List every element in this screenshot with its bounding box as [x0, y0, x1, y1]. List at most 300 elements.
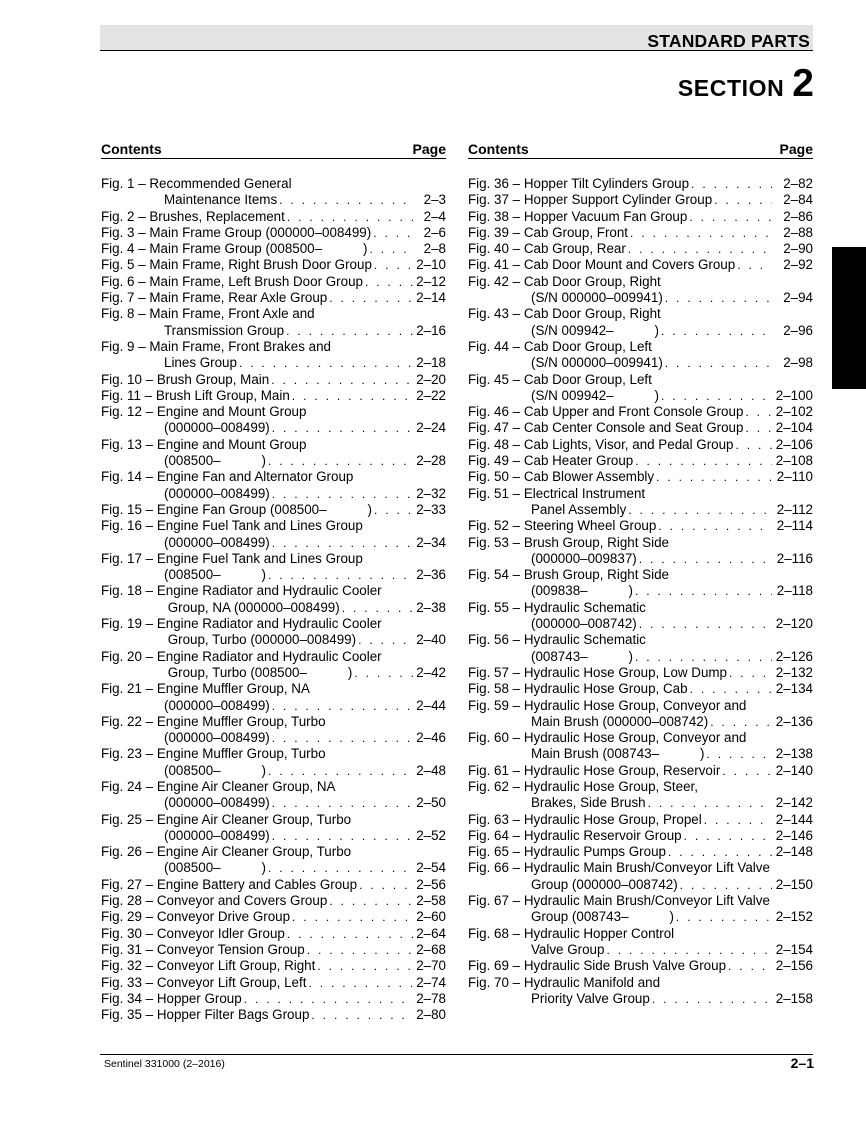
- dot-leader: [628, 241, 772, 257]
- toc-entry: [468, 192, 813, 208]
- toc-entry: [468, 681, 813, 697]
- dot-leader: [272, 420, 414, 436]
- toc-list: [468, 176, 813, 1007]
- toc-entry: [101, 469, 446, 502]
- dot-leader: [342, 600, 414, 616]
- toc-entry-title: Fig. 69 – Hydraulic Side Brush Valve Group: [468, 958, 727, 974]
- toc-column-right: [468, 141, 813, 1007]
- dot-leader: [292, 909, 414, 925]
- toc-entry-page: 2–18: [416, 355, 446, 371]
- toc-entry-line: [101, 518, 446, 534]
- toc-entry-line: [101, 909, 446, 925]
- toc-entry-title: Fig. 18 – Engine Radiator and Hydraulic Cooler: [101, 583, 382, 599]
- toc-entry: [468, 339, 813, 372]
- dot-leader: [630, 225, 772, 241]
- toc-entry-line: [468, 681, 813, 697]
- toc-entry-line: [101, 257, 446, 273]
- toc-entry-line: [101, 877, 446, 893]
- toc-entry-line: [101, 388, 446, 404]
- toc-entry-title: Priority Valve Group: [531, 990, 650, 1006]
- toc-entry-title: Fig. 25 – Engine Air Cleaner Group, Turbo: [101, 811, 352, 827]
- dot-leader: [358, 632, 414, 648]
- toc-entry-line: [101, 583, 446, 599]
- dot-leader: [652, 991, 772, 1007]
- toc-entry: [101, 1007, 446, 1023]
- toc-entry: [468, 567, 813, 600]
- toc-entry: [101, 746, 446, 779]
- dot-leader: [307, 942, 414, 958]
- dot-leader: [656, 469, 772, 485]
- toc-entry-title: Fig. 65 – Hydraulic Pumps Group: [468, 844, 666, 860]
- toc-entry: [101, 583, 446, 616]
- toc-entry-line: [468, 225, 813, 241]
- toc-entry-line: [101, 176, 446, 192]
- dot-leader: [272, 486, 414, 502]
- toc-entry-title: (000000–008499): [164, 534, 270, 550]
- toc-entry: [468, 257, 813, 273]
- toc-entry-line: [468, 469, 813, 485]
- toc-entry-title: Fig. 19 – Engine Radiator and Hydraulic Cooler: [101, 616, 382, 632]
- toc-entry: [101, 681, 446, 714]
- toc-entry: [468, 844, 813, 860]
- toc-entry-line: [101, 339, 446, 355]
- toc-entry-page: 2–60: [416, 909, 446, 925]
- toc-entry-title: Fig. 46 – Cab Upper and Front Console Group: [468, 404, 744, 420]
- dot-leader: [737, 257, 772, 273]
- toc-entry: [468, 812, 813, 828]
- toc-entry-line: [101, 844, 446, 860]
- toc-entry: [468, 176, 813, 192]
- toc-entry-line: [468, 649, 813, 665]
- toc-entry-title: Fig. 21 – Engine Muffler Group, NA: [101, 681, 310, 697]
- toc-entry-page: 2–148: [775, 844, 813, 860]
- toc-entry-page: 2–6: [423, 224, 446, 240]
- toc-entry: [101, 388, 446, 404]
- toc-entry-page: 2–146: [775, 827, 813, 843]
- toc-entry: [101, 893, 446, 909]
- toc-entry-page: 2–16: [416, 322, 446, 338]
- toc-entry-title: (008500– ): [164, 860, 266, 876]
- toc-entry-title: Fig. 14 – Engine Fan and Alternator Group: [101, 469, 354, 485]
- toc-entry-title: (S/N 009942– ): [531, 387, 660, 403]
- toc-entry-line: [468, 583, 813, 599]
- toc-entry-line: [468, 714, 813, 730]
- toc-entry-page: 2–33: [416, 501, 446, 517]
- toc-entry-title: Fig. 26 – Engine Air Cleaner Group, Turbo: [101, 844, 352, 860]
- toc-entry: [468, 209, 813, 225]
- toc-entry-page: 2–132: [775, 664, 813, 680]
- toc-entry-title: (000000–009837): [531, 550, 637, 566]
- toc-entry-line: [101, 681, 446, 697]
- toc-entry-title: Fig. 55 – Hydraulic Schematic: [468, 599, 646, 615]
- toc-entry-page: 2–98: [783, 355, 813, 371]
- dot-leader: [665, 355, 772, 371]
- toc-entry-page: 2–40: [416, 632, 446, 648]
- toc-entry-title: Fig. 45 – Cab Door Group, Left: [468, 371, 652, 387]
- toc-entry-line: [468, 763, 813, 779]
- toc-entry-line: [101, 779, 446, 795]
- toc-entry-line: [101, 192, 446, 208]
- toc-entry-title: (000000–008499): [164, 485, 270, 501]
- toc-entry-line: [468, 257, 813, 273]
- dot-leader: [272, 730, 414, 746]
- toc-entry: [101, 844, 446, 877]
- toc-entry-title: Fig. 44 – Cab Door Group, Left: [468, 338, 652, 354]
- toc-entry-page: 2–114: [776, 518, 813, 534]
- toc-entry: [468, 306, 813, 339]
- toc-entry: [468, 518, 813, 534]
- toc-entry: [468, 763, 813, 779]
- toc-entry-page: 2–42: [416, 664, 446, 680]
- toc-entry-title: Fig. 70 – Hydraulic Manifold and: [468, 974, 661, 990]
- toc-entry-title: Fig. 50 – Cab Blower Assembly: [468, 469, 655, 485]
- toc-entry-line: [101, 860, 446, 876]
- toc-entry-page: 2–14: [416, 290, 446, 306]
- toc-entry-line: [468, 192, 813, 208]
- toc-entry: [101, 404, 446, 437]
- toc-entry-line: [468, 502, 813, 518]
- toc-entry-line: [101, 926, 446, 942]
- toc-entry-line: [101, 991, 446, 1007]
- dot-leader: [369, 241, 414, 257]
- toc-entry: [468, 698, 813, 731]
- toc-entry-line: [468, 665, 813, 681]
- dot-leader: [736, 437, 773, 453]
- toc-entry-page: 2–92: [783, 257, 813, 273]
- toc-entry-page: 2–78: [416, 990, 446, 1006]
- toc-entry-line: [101, 567, 446, 583]
- dot-leader: [287, 926, 414, 942]
- toc-entry-page: 2–80: [416, 1007, 446, 1023]
- dot-leader: [373, 225, 414, 241]
- toc-entry-title: Main Brush (008743– ): [531, 746, 705, 762]
- toc-entry-title: Valve Group: [531, 941, 605, 957]
- toc-entry-line: [101, 600, 446, 616]
- toc-entry: [101, 991, 446, 1007]
- toc-entry-title: Fig. 49 – Cab Heater Group: [468, 453, 634, 469]
- toc-entry-title: Fig. 41 – Cab Door Mount and Covers Group: [468, 257, 736, 273]
- toc-entry-line: [468, 746, 813, 762]
- toc-entry: [101, 649, 446, 682]
- dot-leader: [365, 274, 414, 290]
- toc-entry-title: Fig. 57 – Hydraulic Hose Group, Low Dump: [468, 664, 727, 680]
- toc-entry-title: Fig. 67 – Hydraulic Main Brush/Conveyor Lift Valve: [468, 893, 770, 909]
- toc-entry-title: Fig. 43 – Cab Door Group, Right: [468, 306, 661, 322]
- toc-entry-page: 2–4: [423, 208, 446, 224]
- toc-entry: [101, 209, 446, 225]
- dot-leader: [272, 795, 414, 811]
- toc-entry-title: Fig. 58 – Hydraulic Hose Group, Cab: [468, 681, 688, 697]
- toc-entry-page: 2–8: [423, 241, 446, 257]
- dot-leader: [661, 323, 772, 339]
- toc-entry-page: 2–36: [416, 567, 446, 583]
- toc-entry-title: (000000–008499): [164, 827, 270, 843]
- toc-entry-line: [468, 518, 813, 534]
- toc-entry-line: [101, 502, 446, 518]
- toc-entry: [468, 453, 813, 469]
- dot-leader: [684, 828, 772, 844]
- toc-entry: [101, 257, 446, 273]
- toc-entry-title: Panel Assembly: [531, 501, 627, 517]
- toc-entry: [468, 420, 813, 436]
- toc-entry-line: [101, 225, 446, 241]
- toc-entry-page: 2–48: [416, 762, 446, 778]
- toc-entry-page: 2–154: [775, 941, 813, 957]
- toc-entry-title: Fig. 10 – Brush Group, Main: [101, 371, 270, 387]
- toc-entry-title: (008743– ): [531, 648, 633, 664]
- toc-entry-page: 2–136: [775, 713, 813, 729]
- toc-entry-title: Fig. 20 – Engine Radiator and Hydraulic Cooler: [101, 648, 382, 664]
- section-label: SECTION: [677, 75, 785, 101]
- toc-entry-page: 2–104: [775, 420, 813, 436]
- dot-leader: [374, 257, 414, 273]
- toc-entry-line: [101, 469, 446, 485]
- toc-entry: [468, 730, 813, 763]
- toc-entry-title: Fig. 24 – Engine Air Cleaner Group, NA: [101, 778, 336, 794]
- toc-entry-line: [101, 763, 446, 779]
- toc-entry-line: [101, 404, 446, 420]
- toc-entry-title: Group (000000–008742): [531, 876, 678, 892]
- toc-entry: [468, 975, 813, 1008]
- contents-heading: Contents: [468, 141, 529, 157]
- toc-entry-line: [468, 372, 813, 388]
- toc-entry-title: Fig. 62 – Hydraulic Hose Group, Steer,: [468, 778, 698, 794]
- toc-entry: [468, 926, 813, 959]
- dot-leader: [639, 616, 772, 632]
- toc-entry-line: [468, 698, 813, 714]
- toc-entry-line: [468, 795, 813, 811]
- toc-entry-title: Fig. 51 – Electrical Instrument: [468, 485, 646, 501]
- dot-leader: [680, 877, 772, 893]
- dot-leader: [648, 795, 772, 811]
- toc-entry-title: Fig. 38 – Hopper Vacuum Fan Group: [468, 208, 688, 224]
- dot-leader: [268, 453, 414, 469]
- toc-entry-line: [101, 893, 446, 909]
- toc-entry-title: (000000–008499): [164, 795, 270, 811]
- dot-leader: [658, 518, 772, 534]
- toc-entry-line: [468, 388, 813, 404]
- toc-entry-line: [468, 274, 813, 290]
- toc-entry-line: [101, 372, 446, 388]
- toc-entry-title: Fig. 5 – Main Frame, Right Brush Door Group: [101, 257, 372, 273]
- toc-entry-title: Maintenance Items: [164, 192, 278, 208]
- toc-entry: [468, 225, 813, 241]
- dot-leader: [635, 453, 772, 469]
- toc-entry-page: 2–144: [775, 811, 813, 827]
- toc-entry-line: [101, 665, 446, 681]
- toc-entry-line: [101, 306, 446, 322]
- toc-entry-title: Fig. 2 – Brushes, Replacement: [101, 208, 285, 224]
- toc-entry-page: 2–52: [416, 827, 446, 843]
- toc-entry-page: 2–116: [776, 550, 813, 566]
- toc-entry-page: 2–54: [416, 860, 446, 876]
- dot-leader: [354, 665, 414, 681]
- dot-leader: [606, 942, 772, 958]
- dot-leader: [665, 290, 772, 306]
- page-heading: Page: [779, 141, 813, 157]
- toc-entry: [101, 616, 446, 649]
- toc-entry-line: [101, 290, 446, 306]
- dot-leader: [292, 388, 414, 404]
- dot-leader: [689, 209, 772, 225]
- toc-entry-page: 2–126: [775, 648, 813, 664]
- toc-entry-title: Fig. 8 – Main Frame, Front Axle and: [101, 306, 315, 322]
- toc-entry-page: 2–28: [416, 453, 446, 469]
- toc-entry-line: [468, 616, 813, 632]
- dot-leader: [329, 290, 414, 306]
- toc-entry-title: Fig. 64 – Hydraulic Reservoir Group: [468, 827, 682, 843]
- toc-entry-title: (000000–008499): [164, 697, 270, 713]
- dot-leader: [286, 323, 414, 339]
- toc-entry: [468, 828, 813, 844]
- toc-entry-line: [468, 991, 813, 1007]
- toc-entry-line: [468, 453, 813, 469]
- toc-entry-line: [101, 551, 446, 567]
- toc-entry-title: Fig. 15 – Engine Fan Group (008500– ): [101, 501, 372, 517]
- toc-entry-title: Fig. 32 – Conveyor Lift Group, Right: [101, 958, 316, 974]
- dot-leader: [745, 404, 772, 420]
- toc-entry-page: 2–120: [775, 616, 813, 632]
- toc-entry-page: 2–82: [783, 176, 813, 191]
- toc-entry-line: [101, 958, 446, 974]
- dot-leader: [374, 502, 414, 518]
- toc-entry-page: 2–106: [775, 436, 813, 452]
- toc-entry-title: Group, Turbo (008500– ): [164, 664, 353, 680]
- toc-entry-line: [101, 698, 446, 714]
- toc-entry-line: [101, 632, 446, 648]
- toc-entry-line: [468, 420, 813, 436]
- dot-leader: [729, 665, 772, 681]
- toc-entry-title: Fig. 23 – Engine Muffler Group, Turbo: [101, 746, 326, 762]
- toc-entry-title: Fig. 54 – Brush Group, Right Side: [468, 567, 669, 583]
- toc-entry-title: Fig. 35 – Hopper Filter Bags Group: [101, 1007, 310, 1023]
- toc-entry: [468, 469, 813, 485]
- dot-leader: [268, 763, 414, 779]
- toc-entry-title: Fig. 4 – Main Frame Group (008500– ): [101, 241, 368, 257]
- toc-entry-title: (S/N 000000–009941): [531, 290, 663, 306]
- dot-leader: [728, 958, 772, 974]
- toc-entry-title: Fig. 11 – Brush Lift Group, Main: [101, 387, 290, 403]
- toc-entry: [101, 502, 446, 518]
- toc-entry-line: [101, 453, 446, 469]
- dot-leader: [311, 1007, 414, 1023]
- toc-entry-title: Brakes, Side Brush: [531, 795, 646, 811]
- toc-entry-line: [468, 437, 813, 453]
- toc-entry-page: 2–20: [416, 371, 446, 387]
- toc-entry-page: 2–10: [416, 257, 446, 273]
- section-thumb-tab: [832, 247, 866, 389]
- toc-entry-page: 2–156: [775, 958, 813, 974]
- toc-entry-page: 2–142: [775, 795, 813, 811]
- toc-entry-title: Fig. 59 – Hydraulic Hose Group, Conveyor and: [468, 697, 747, 713]
- toc-entry: [101, 909, 446, 925]
- toc-entry-page: 2–138: [775, 746, 813, 762]
- toc-entry: [468, 958, 813, 974]
- dot-leader: [676, 909, 772, 925]
- toc-entry: [468, 241, 813, 257]
- toc-entry-page: 2–108: [775, 453, 813, 469]
- toc-entry: [468, 404, 813, 420]
- dot-leader: [704, 812, 772, 828]
- toc-entry-title: (S/N 000000–009941): [531, 355, 663, 371]
- toc-entry: [101, 958, 446, 974]
- toc-entry-title: Fig. 63 – Hydraulic Hose Group, Propel: [468, 811, 702, 827]
- toc-entry-page: 2–64: [416, 925, 446, 941]
- toc-entry-title: Group (008743– ): [531, 909, 674, 925]
- toc-entry-line: [101, 1007, 446, 1023]
- toc-entry-line: [101, 241, 446, 257]
- toc-entry-line: [468, 567, 813, 583]
- dot-leader: [308, 975, 414, 991]
- toc-entry-line: [101, 730, 446, 746]
- dot-leader: [287, 209, 414, 225]
- toc-entry-page: 2–94: [783, 290, 813, 306]
- toc-entry-line: [101, 746, 446, 762]
- toc-entry-page: 2–34: [416, 534, 446, 550]
- toc-entry-title: (000000–008499): [164, 730, 270, 746]
- toc-entry-page: 2–84: [783, 192, 813, 208]
- toc-entry-line: [468, 176, 813, 192]
- toc-entry-page: 2–88: [783, 224, 813, 240]
- toc-entry-title: Fig. 48 – Cab Lights, Visor, and Pedal Group: [468, 436, 734, 452]
- toc-entry-title: Fig. 6 – Main Frame, Left Brush Door Group: [101, 273, 363, 289]
- dot-leader: [329, 893, 414, 909]
- toc-entry-title: (009838– ): [531, 583, 633, 599]
- toc-entry-title: Fig. 22 – Engine Muffler Group, Turbo: [101, 713, 326, 729]
- toc-entry-title: Fig. 27 – Engine Battery and Cables Group: [101, 876, 358, 892]
- dot-leader: [710, 714, 772, 730]
- toc-entry-title: (000000–008499): [164, 420, 270, 436]
- toc-entry: [101, 714, 446, 747]
- toc-entry-line: [101, 714, 446, 730]
- toc-entry-page: 2–158: [775, 990, 813, 1006]
- toc-entry-title: Fig. 61 – Hydraulic Hose Group, Reservoir: [468, 762, 721, 778]
- dot-leader: [239, 355, 414, 371]
- toc-list: [101, 176, 446, 1023]
- toc-entry-line: [468, 909, 813, 925]
- toc-entry-page: 2–70: [416, 958, 446, 974]
- toc-entry: [101, 290, 446, 306]
- toc-entry-line: [101, 649, 446, 665]
- toc-entry-page: 2–74: [416, 974, 446, 990]
- toc-entry-title: Fig. 40 – Cab Group, Rear: [468, 241, 626, 257]
- toc-entry: [101, 518, 446, 551]
- contents-heading: Contents: [101, 141, 162, 157]
- toc-entry-line: [468, 600, 813, 616]
- dot-leader: [244, 991, 414, 1007]
- toc-entry-title: Fig. 33 – Conveyor Lift Group, Left: [101, 974, 307, 990]
- toc-entry-title: Fig. 53 – Brush Group, Right Side: [468, 534, 669, 550]
- toc-entry-title: Fig. 68 – Hydraulic Hopper Control: [468, 925, 675, 941]
- toc-entry: [101, 372, 446, 388]
- toc-entry-line: [101, 535, 446, 551]
- toc-entry-page: 2–140: [775, 762, 813, 778]
- toc-entry-page: 2–50: [416, 795, 446, 811]
- dot-leader: [706, 746, 772, 762]
- toc-entry-page: 2–134: [775, 681, 813, 697]
- dot-leader: [272, 828, 414, 844]
- dot-leader: [722, 763, 772, 779]
- toc-entry-line: [101, 975, 446, 991]
- toc-entry-title: Fig. 66 – Hydraulic Main Brush/Conveyor Lift Valve: [468, 860, 770, 876]
- toc-entry-title: Fig. 60 – Hydraulic Hose Group, Conveyor and: [468, 730, 747, 746]
- toc-entry-line: [468, 730, 813, 746]
- toc-entry-page: 2–110: [776, 469, 813, 485]
- toc-entry-line: [468, 535, 813, 551]
- toc-entry-line: [468, 241, 813, 257]
- toc-entry-title: Fig. 30 – Conveyor Idler Group: [101, 925, 285, 941]
- toc-entry-page: 2–24: [416, 420, 446, 436]
